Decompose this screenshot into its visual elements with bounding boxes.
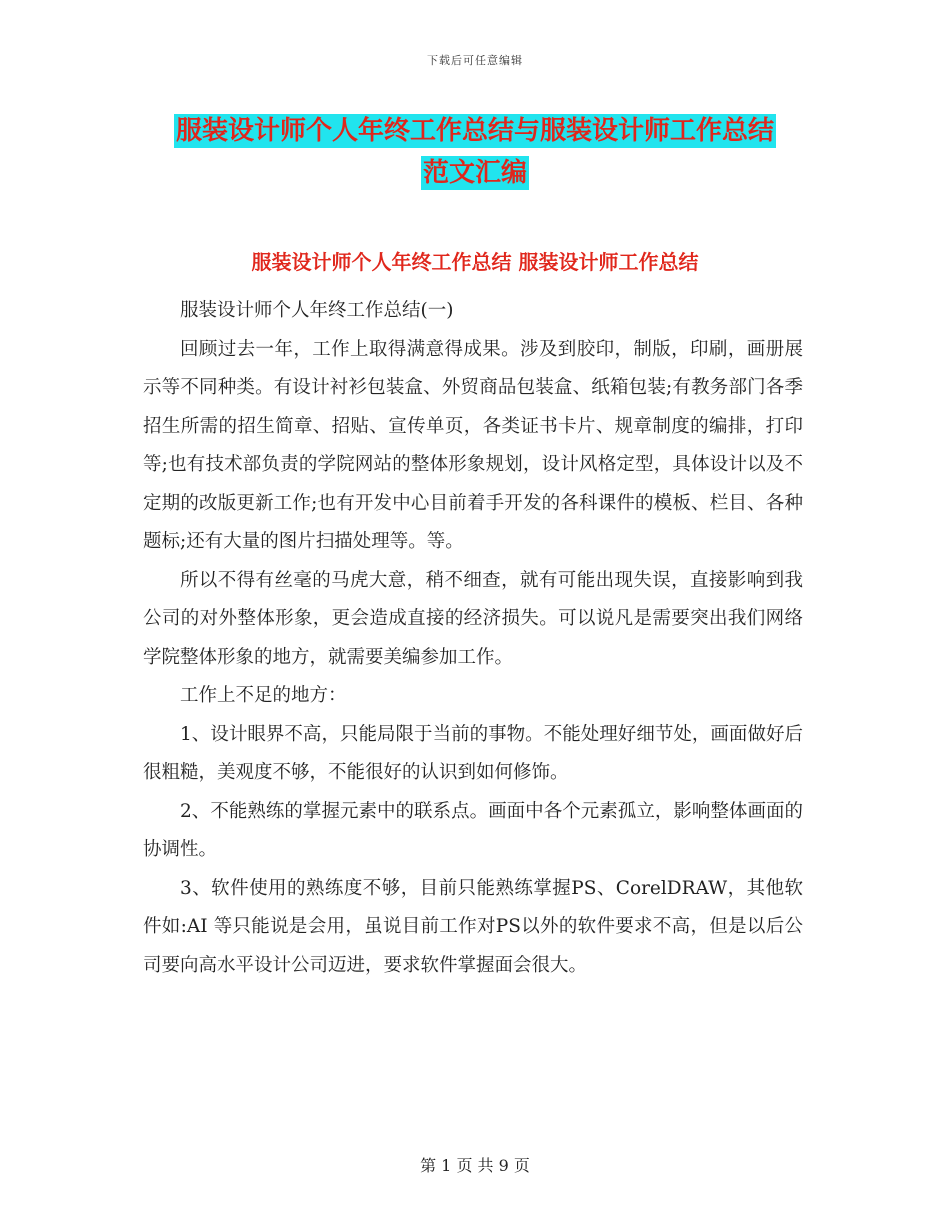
paragraph: 回顾过去一年，工作上取得满意得成果。涉及到胶印，制版，印刷，画册展示等不同种类。有设计衬衫包装盒、外贸商品包装盒、纸箱包装;有教务部门各季招生所需的招生简章、招贴、宣传单页，各类证书卡片、规章制度的编排，打印等;也有技术部负责的学院网站的整体形象规划，设计风格定型，具体设计以及不定期的改版更新工作;也有开发中心目前着手开发的各科课件的模板、栏目、各种题标;还有大量的图片扫描处理等。等。 (143, 338, 803, 552)
section-subtitle: 服装设计师个人年终工作总结 服装设计师工作总结 (251, 250, 699, 274)
paragraph: 工作上不足的地方： (180, 685, 347, 706)
paragraph-heading: 服装设计师个人年终工作总结(一) (180, 300, 454, 321)
body-text (143, 292, 803, 985)
paragraph: 所以不得有丝毫的马虎大意，稍不细查，就有可能出现失误，直接影响到我公司的对外整体形象，更会造成直接的经济损失。可以说凡是需要突出我们网络学院整体形象的地方，就需要美编参加工作。 (143, 569, 803, 668)
title-line-1: 服装设计师个人年终工作总结与服装设计师工作总结 (175, 116, 774, 146)
header-note: 下载后可任意编辑 (427, 54, 523, 67)
paragraph: 1、设计眼界不高，只能局限于当前的事物。不能处理好细节处，画面做好后很粗糙，美观度不够，不能很好的认识到如何修饰。 (143, 723, 803, 783)
document-title (0, 110, 950, 194)
page-number: 第 1 页 共 9 页 (420, 1156, 530, 1175)
title-line-2: 范文汇编 (422, 158, 527, 188)
paragraph: 3、软件使用的熟练度不够，目前只能熟练掌握PS、CorelDRAW，其他软件如:AI 等只能说是会用，虽说目前工作对PS以外的软件要求不高，但是以后公司要向高水平设计公司迈进，要求软件掌握面会很大。 (143, 877, 803, 976)
paragraph: 2、不能熟练的掌握元素中的联系点。画面中各个元素孤立，影响整体画面的协调性。 (143, 800, 803, 860)
